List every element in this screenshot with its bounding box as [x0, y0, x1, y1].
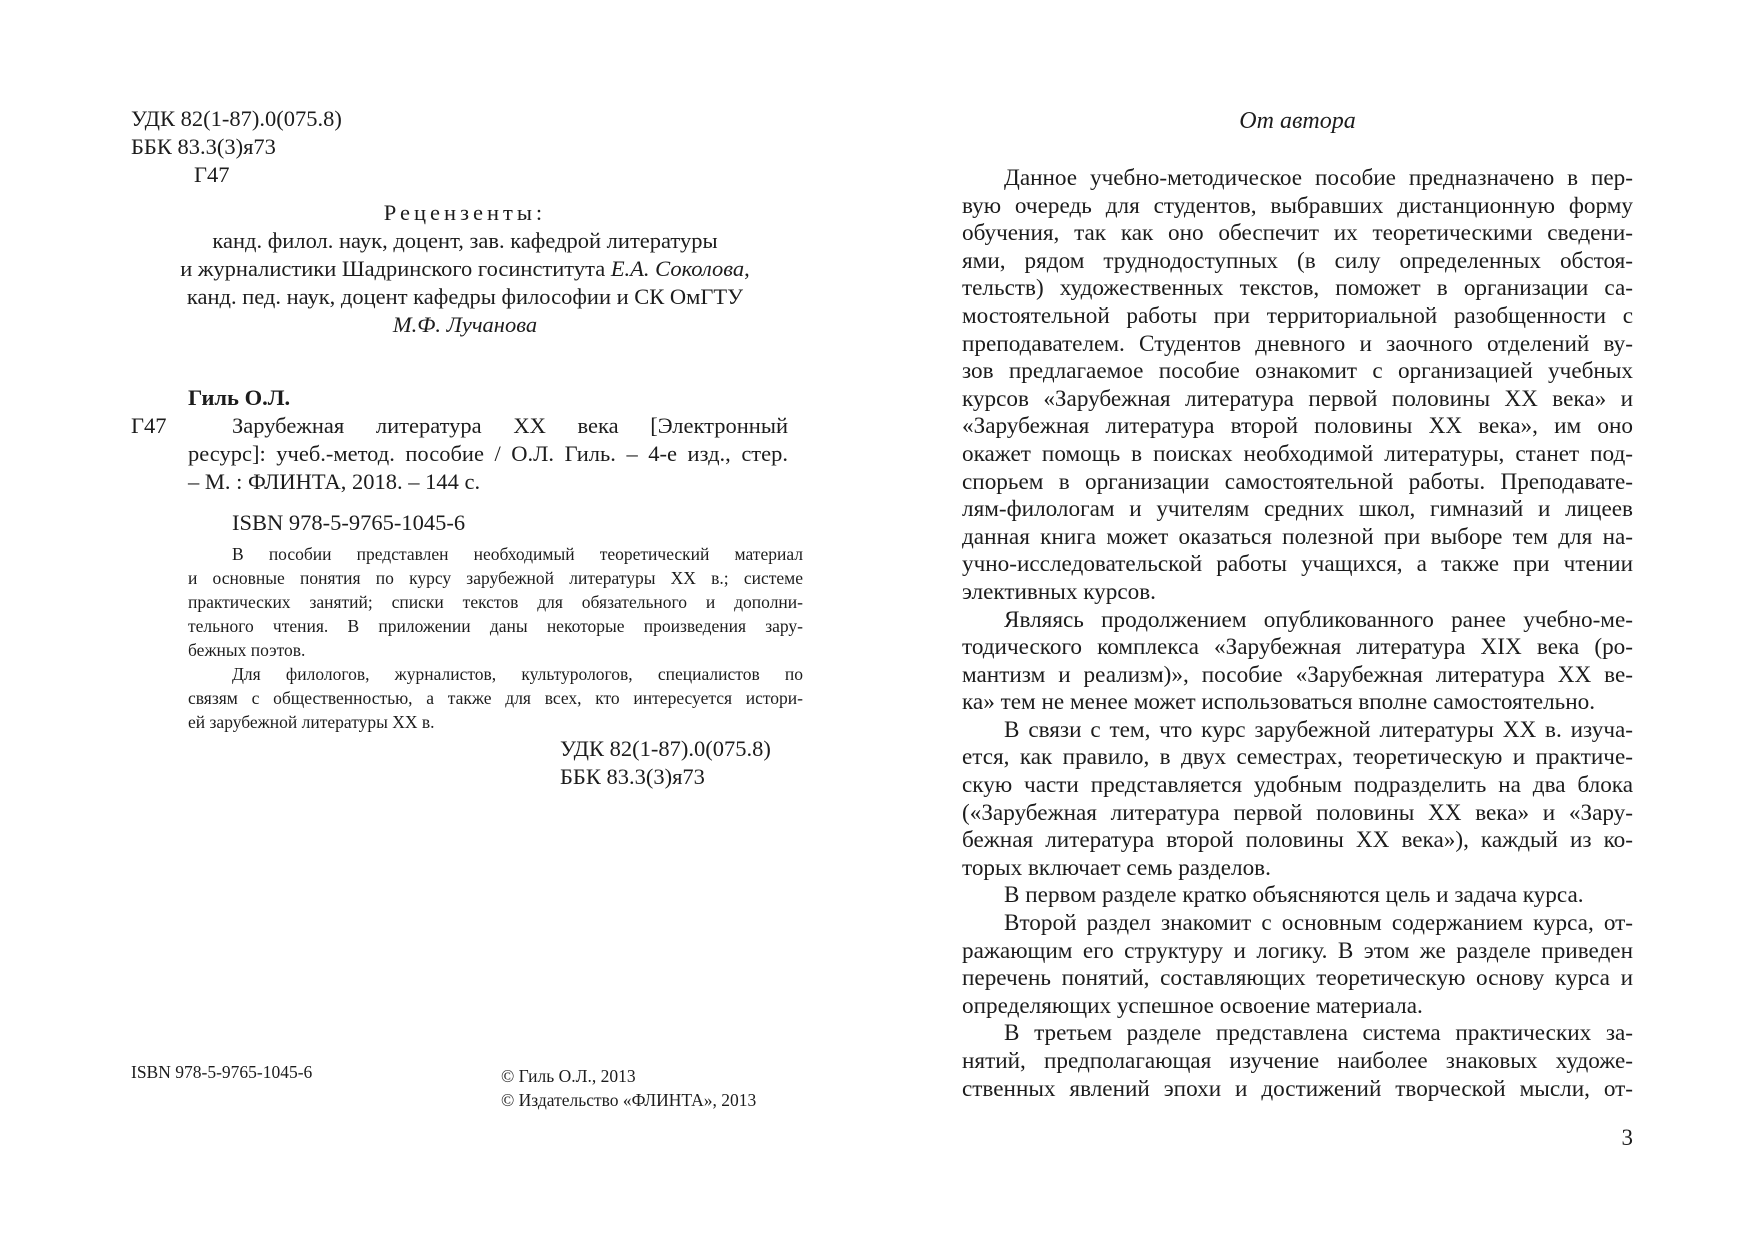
copyright-author: © Гиль О.Л., 2013 — [501, 1066, 636, 1086]
reviewer-name-2 — [130, 311, 800, 339]
reviewers-heading: Рецензенты: — [383, 200, 547, 225]
cipher: Г47 — [131, 413, 167, 438]
text-line: ями, рядом труднодоступных (в силу определенных обстоя- — [962, 247, 1633, 274]
reviewer-line-3: канд. пед. наук, доцент кафедры философии и СК ОмГТУ — [186, 284, 744, 309]
isbn-bottom: ISBN 978-5-9765-1045-6 — [131, 1062, 313, 1082]
annotation-line-4: тельного чтения. В приложении даны некоторые произведения зару- — [188, 616, 803, 636]
section-title — [962, 106, 1633, 136]
text-line: скую части представляется удобным подразделить на два блока — [962, 772, 1633, 799]
bib-line-1: Зарубежная литература XX века [Электронный — [232, 413, 788, 438]
text-line: преподавателем. Студентов дневного и заочного отделений ву- — [962, 330, 1633, 357]
bibliographic-description — [188, 412, 788, 496]
text-line: ка» тем не менее может использоваться вполне самостоятельно. — [962, 689, 1596, 716]
text-line: Второй раздел знакомит с основным содержанием курса, от- — [1004, 910, 1633, 937]
reviewer-name-2-text: М.Ф. Лучанова — [392, 312, 538, 337]
text-line: определяющих успешное освоение материала. — [962, 992, 1423, 1019]
text-line: мостоятельной работы при территориальной разобщенности с — [962, 302, 1633, 329]
cipher-top: Г47 — [194, 162, 230, 187]
reviewer-line-2-text: и журналистики Шадринского госинститута — [180, 256, 611, 281]
text-line: В первом разделе кратко объясняются цель и задача курса. — [1004, 882, 1584, 909]
annotation-line-8: ей зарубежной литературы XX в. — [188, 712, 435, 732]
text-line: В третьем разделе представлена система практических за- — [1004, 1020, 1633, 1047]
bbk-bottom: ББК 83.3(3)я73 — [560, 764, 705, 789]
reviewers-block — [130, 199, 800, 339]
text-line: В связи с тем, что курс зарубежной литературы XX в. изуча- — [1004, 716, 1633, 743]
reviewer-line-2-suffix: , — [744, 256, 750, 281]
annotation-line-5: бежных поэтов. — [188, 640, 306, 660]
text-line: («Зарубежная литература первой половины XX века» и «Зару- — [962, 799, 1633, 826]
text-line: мантизм и реализм)», пособие «Зарубежная литература XX ве- — [962, 661, 1633, 688]
text-line: тодического комплекса «Зарубежная литература XIX века (ро- — [962, 634, 1633, 661]
text-line: ственных явлений эпохи и достижений творческой мысли, от- — [962, 1075, 1633, 1102]
author-name-text: Гиль О.Л. — [188, 385, 291, 410]
text-line: тельств) художественных текстов, поможет в организации са- — [962, 275, 1633, 302]
text-line: элективных курсов. — [962, 578, 1156, 605]
annotation-line-6: Для филологов, журналистов, культурологов, специалистов по — [232, 664, 803, 684]
text-line: Данное учебно-методическое пособие предназначено в пер- — [1004, 165, 1633, 191]
text-line: спорьем в организации самостоятельной работы. Преподавате- — [962, 468, 1633, 495]
reviewer-line-2 — [130, 255, 800, 283]
reviewer-name-1: Е.А. Соколова — [610, 256, 745, 281]
text-line: вую очередь для студентов, выбравших дистанционную форму — [962, 192, 1633, 219]
text-line: «Зарубежная литература второй половины XX века», им оно — [962, 413, 1633, 440]
text-line: перечень понятий, составляющих теоретическую основу курса и — [962, 965, 1633, 992]
text-line: данная книга может оказаться полезной при выборе тем для на- — [962, 523, 1633, 550]
copyright-publisher: © Издательство «ФЛИНТА», 2013 — [501, 1090, 757, 1110]
text-line: учно-исследовательской работы учащихся, а также при чтении — [962, 551, 1633, 578]
section-title-text: От автора — [1239, 108, 1356, 134]
text-line: бежная литература второй половины XX века»), каждый из ко- — [962, 827, 1633, 854]
text-line: окажет помощь в поисках необходимой литературы, станет под- — [962, 440, 1633, 467]
text-line: обучения, так как оно обеспечит их теоретическими сведени- — [962, 220, 1633, 247]
isbn-mid: ISBN 978-5-9765-1045-6 — [232, 510, 466, 535]
text-line: торых включает семь разделов. — [962, 854, 1271, 881]
text-line: лям-филологам и учителям средних школ, гимназий и лицеев — [962, 496, 1633, 523]
text-line: Являясь продолжением опубликованного ранее учебно-ме- — [1004, 606, 1633, 633]
text-line: нятий, предполагающая изучение наиболее знаковых художе- — [962, 1048, 1633, 1074]
annotation-line-2: и основные понятия по курсу зарубежной литературы XX в.; системе — [188, 568, 803, 588]
body-text — [962, 165, 1633, 1103]
page-number: 3 — [1621, 1125, 1633, 1150]
text-line: зов предлагаемое пособие ознакомит с организацией учебных — [962, 358, 1633, 385]
text-line: ется, как правило, в двух семестрах, теоретическую и практиче- — [962, 744, 1633, 771]
udk-bottom: УДК 82(1-87).0(075.8) — [560, 736, 771, 761]
bib-line-3: – М. : ФЛИНТА, 2018. – 144 с. — [188, 469, 481, 494]
annotation-line-7: связям с общественностью, а также для всех, кто интересуется истори- — [188, 688, 803, 708]
reviewer-line-1: канд. филол. наук, доцент, зав. кафедрой литературы — [212, 228, 718, 253]
annotation-line-3: практических занятий; списки текстов для обязательного и дополни- — [188, 592, 803, 612]
bib-line-2: ресурс]: учеб.-метод. пособие / О.Л. Гиль. – 4-е изд., стер. — [188, 441, 788, 466]
author-name — [188, 384, 290, 412]
udk-top: УДК 82(1-87).0(075.8) — [131, 106, 342, 131]
bbk-top: ББК 83.3(3)я73 — [131, 134, 276, 159]
text-line: ражающим его структуру и логику. В этом же разделе приведен — [962, 937, 1633, 964]
annotation — [188, 542, 803, 734]
text-line: курсов «Зарубежная литература первой половины XX века» и — [962, 385, 1633, 412]
annotation-line-1: В пособии представлен необходимый теоретический материал — [232, 544, 803, 564]
